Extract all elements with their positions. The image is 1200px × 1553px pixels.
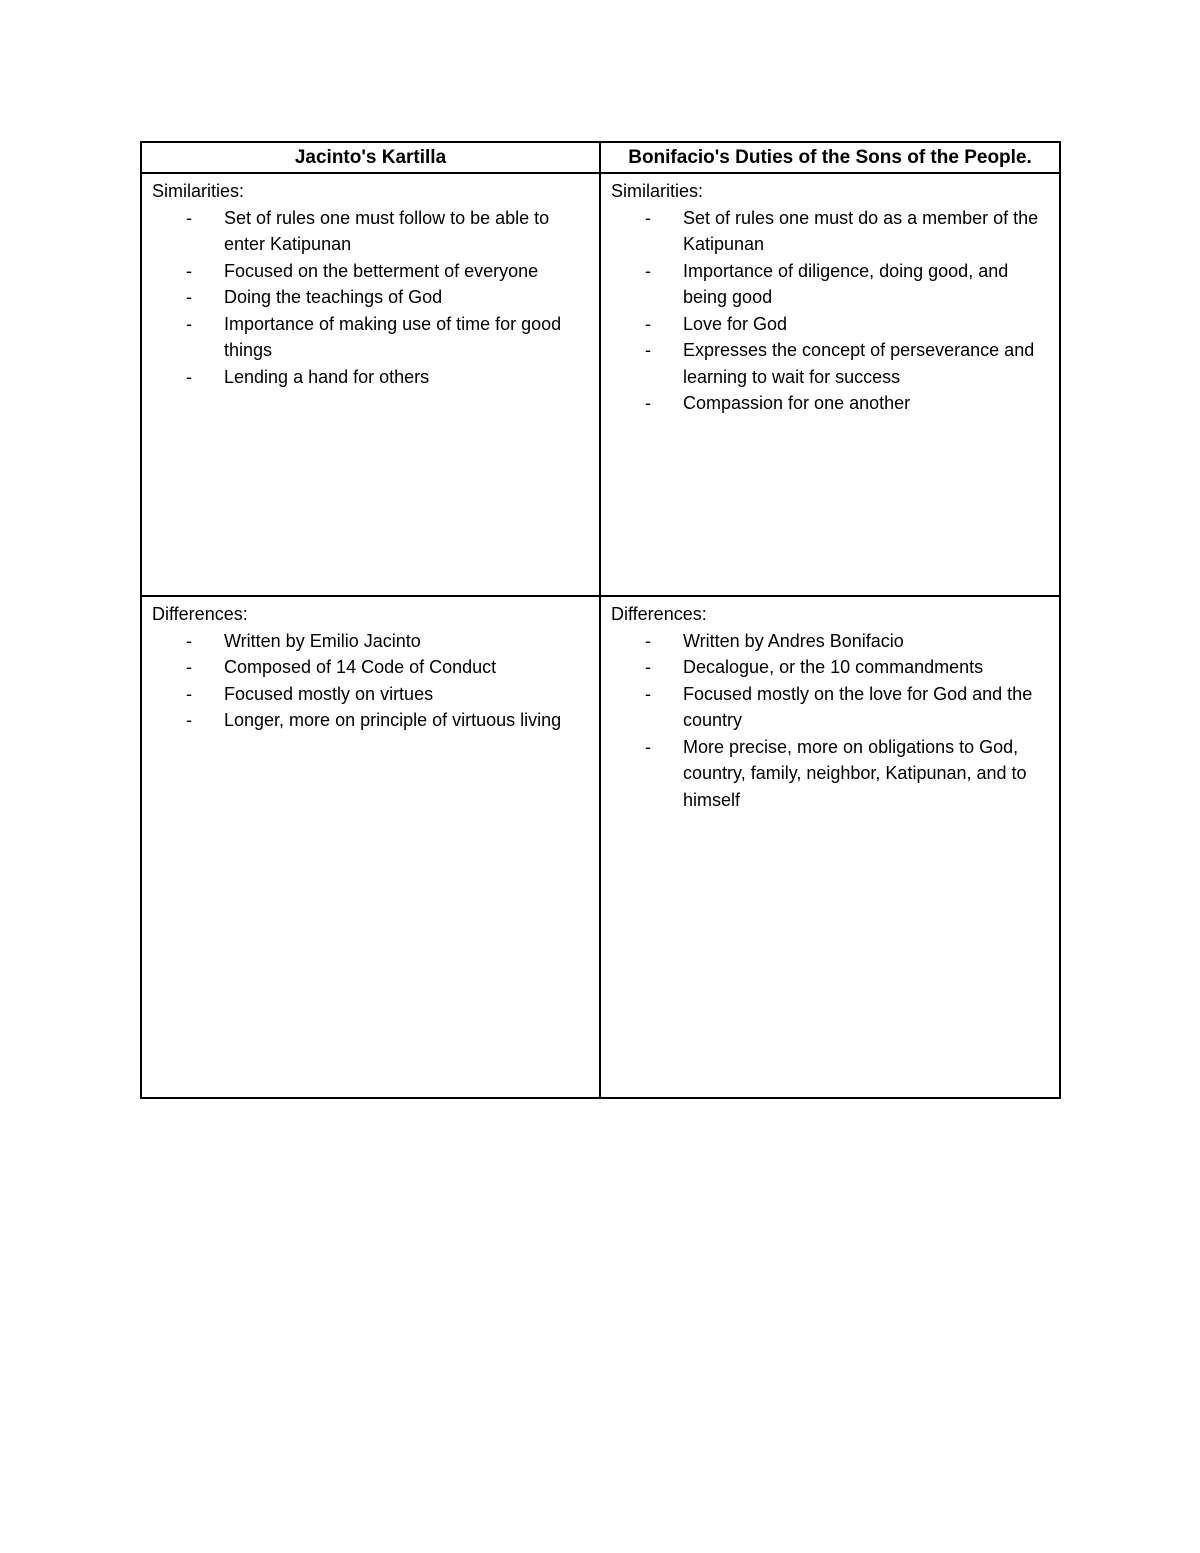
dash-bullet: -: [186, 630, 192, 651]
list-item-text: Decalogue, or the 10 commandments: [683, 657, 984, 677]
list-item: [611, 681, 1051, 734]
list-item-text: Expresses the concept of perseverance and learning to wait for success: [683, 340, 1035, 387]
list-item: [611, 258, 1051, 311]
list-item: [152, 681, 591, 708]
comparison-table: [140, 141, 1061, 1099]
list-item-text: More precise, more on obligations to God, country, family, neighbor, Katipunan, and to himself: [683, 736, 1027, 810]
jacinto-differences-label: Differences:: [152, 604, 248, 624]
list-item-text: Set of rules one must follow to be able to enter Katipunan: [224, 207, 550, 254]
list-item: [152, 628, 591, 655]
list-item-text: Focused mostly on the love for God and the country: [683, 683, 1033, 730]
jacinto-differences-list: [152, 628, 591, 734]
list-item-text: Focused mostly on virtues: [224, 683, 434, 704]
dash-bullet: -: [186, 710, 192, 730]
header-row: [141, 142, 1060, 173]
jacinto-differences-cell: [141, 596, 600, 1098]
list-item-text: Written by Andres Bonifacio: [683, 630, 904, 651]
list-item-text: Longer, more on principle of virtuous living: [224, 710, 562, 730]
jacinto-similarities-cell: [141, 173, 600, 596]
dash-bullet: -: [645, 313, 651, 334]
bonifacio-differences-cell: [600, 596, 1060, 1098]
list-item-text: Importance of making use of time for good things: [224, 313, 562, 360]
dash-bullet: -: [645, 207, 651, 228]
list-item: [152, 311, 591, 364]
dash-bullet: -: [645, 393, 651, 413]
dash-bullet: -: [645, 683, 651, 704]
differences-row: [141, 596, 1060, 1098]
list-item: [611, 390, 1051, 417]
dash-bullet: -: [186, 207, 192, 228]
list-item: [152, 654, 591, 681]
list-item-text: Importance of diligence, doing good, and being good: [683, 260, 1009, 307]
jacinto-similarities-list: [152, 205, 591, 391]
dash-bullet: -: [186, 287, 192, 307]
dash-bullet: -: [186, 313, 192, 334]
list-item: [152, 205, 591, 258]
bonifacio-similarities-cell: [600, 173, 1060, 596]
dash-bullet: -: [186, 366, 192, 387]
list-item: [611, 628, 1051, 655]
dash-bullet: -: [645, 630, 651, 651]
similarities-row: [141, 173, 1060, 596]
list-item: [152, 258, 591, 285]
dash-bullet: -: [186, 260, 192, 281]
dash-bullet: -: [645, 736, 651, 757]
jacinto-similarities-label: Similarities:: [152, 181, 245, 201]
dash-bullet: -: [186, 657, 192, 677]
list-item-text: Compassion for one another: [683, 393, 911, 413]
dash-bullet: -: [645, 260, 651, 281]
header-jacinto: Jacinto's Kartilla: [141, 142, 600, 173]
bonifacio-similarities-label: Similarities:: [611, 181, 704, 201]
list-item-text: Love for God: [683, 313, 788, 334]
list-item: [152, 284, 591, 311]
bonifacio-differences-label: Differences:: [611, 604, 707, 624]
dash-bullet: -: [645, 340, 651, 360]
list-item-text: Focused on the betterment of everyone: [224, 260, 539, 281]
bonifacio-similarities-list: [611, 205, 1051, 417]
list-item: [611, 337, 1051, 390]
list-item: [152, 707, 591, 734]
dash-bullet: -: [645, 657, 651, 677]
bonifacio-differences-list: [611, 628, 1051, 814]
header-bonifacio: Bonifacio's Duties of the Sons of the People.: [600, 142, 1060, 173]
list-item-text: Doing the teachings of God: [224, 287, 443, 307]
list-item: [152, 364, 591, 391]
list-item-text: Written by Emilio Jacinto: [224, 630, 421, 651]
list-item: [611, 205, 1051, 258]
list-item: [611, 654, 1051, 681]
list-item-text: Composed of 14 Code of Conduct: [224, 657, 497, 677]
list-item-text: Set of rules one must do as a member of the Katipunan: [683, 207, 1039, 254]
dash-bullet: -: [186, 683, 192, 704]
list-item: [611, 734, 1051, 814]
list-item-text: Lending a hand for others: [224, 366, 430, 387]
list-item: [611, 311, 1051, 338]
